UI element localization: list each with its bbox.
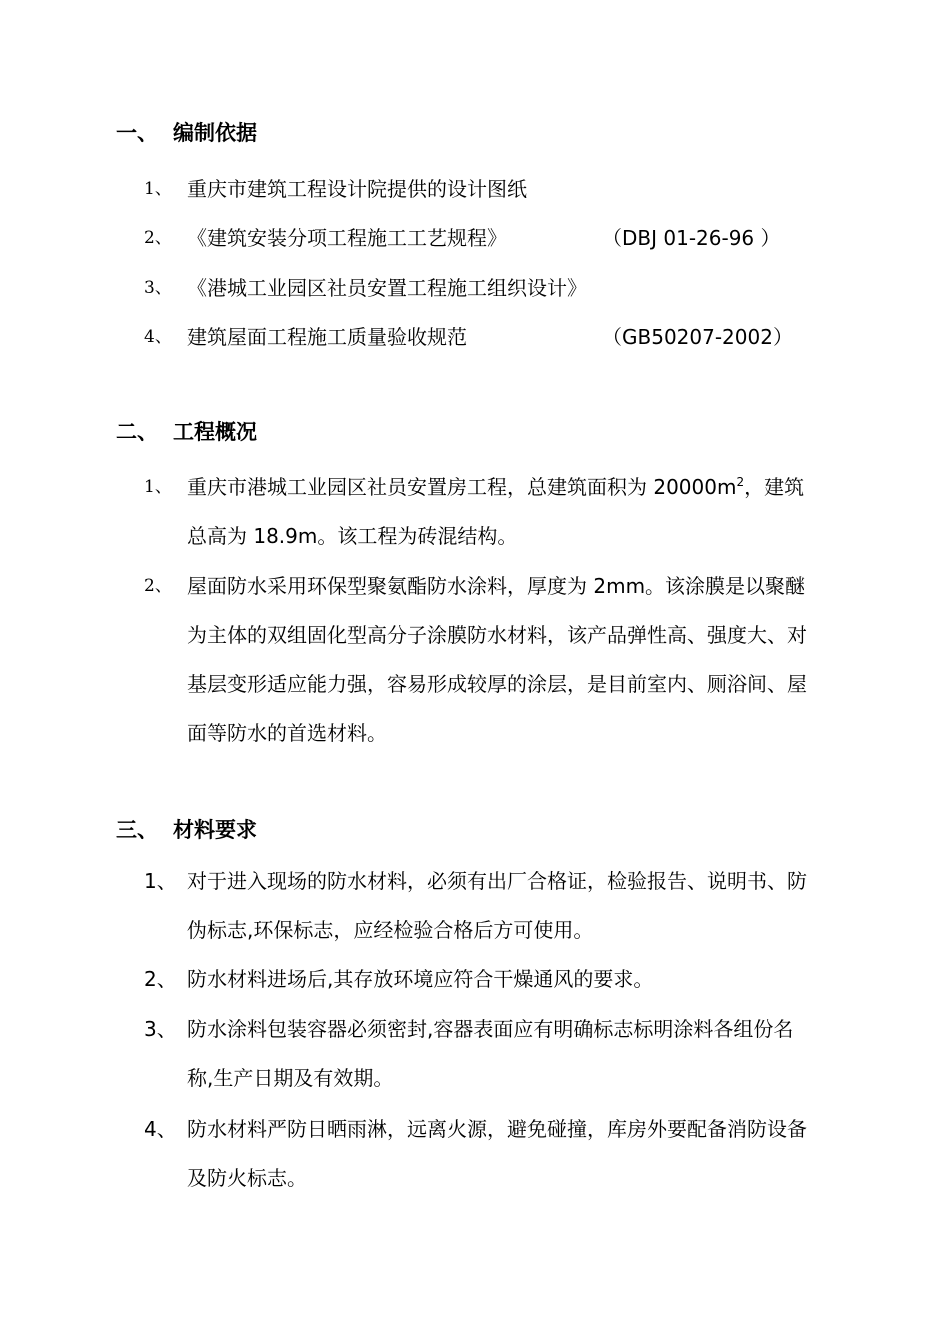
item-number: 3、 [144, 278, 172, 298]
section-number: 三、 [116, 818, 158, 842]
item-number: 1、 [144, 477, 172, 497]
item-reference: （DBJ 01-26-96 ） [602, 226, 781, 250]
item-number: 1、 [144, 869, 177, 893]
item-text: 重庆市建筑工程设计院提供的设计图纸 [187, 177, 527, 201]
superscript: 2 [736, 475, 745, 489]
section-heading-3 [116, 815, 257, 845]
item-text: 《建筑安装分项工程施工工艺规程》 [187, 226, 507, 250]
section-heading-1 [116, 118, 257, 148]
section-number: 一、 [116, 121, 158, 145]
section-title: 工程概况 [173, 420, 257, 444]
item-text: 屋面防水采用环保型聚氨酯防水涂料，厚度为 2mm。该涂膜是以聚醚为主体的双组固化型高分子涂膜防水材料，该产品弹性高、强度大、对基层变形适应能力强，容易形成较厚的涂层，是目前室内、厕浴间、屋面等防水的首选材料。 [187, 574, 807, 745]
item-text: 防水材料严防日晒雨淋，远离火源，避免碰撞，库房外要配备消防设备及防火标志。 [187, 1117, 807, 1190]
item-number: 2、 [144, 228, 172, 248]
item-text [187, 463, 812, 561]
item-reference: （GB50207-2002） [602, 325, 793, 349]
item-text: 对于进入现场的防水材料，必须有出厂合格证，检验报告、说明书、防伪标志,环保标志，应经检验合格后方可使用。 [187, 869, 807, 942]
item-text: 《港城工业园区社员安置工程施工组织设计》 [187, 276, 587, 300]
item-number: 2、 [144, 967, 177, 991]
item-number: 1、 [144, 179, 172, 199]
section-heading-2 [116, 417, 257, 447]
item-text: 建筑屋面工程施工质量验收规范 [187, 325, 467, 349]
section-number: 二、 [116, 420, 158, 444]
section-title: 编制依据 [173, 121, 257, 145]
item-text: 防水材料进场后,其存放环境应符合干燥通风的要求。 [187, 967, 654, 991]
item-text-part: 重庆市港城工业园区社员安置房工程，总建筑面积为 20000m [187, 475, 737, 499]
section-title: 材料要求 [173, 818, 257, 842]
item-text-part: ，建筑总高为 18.9m。该工程为砖混结构。 [187, 475, 805, 548]
item-number: 4、 [144, 1117, 177, 1141]
item-number: 2、 [144, 576, 172, 596]
item-text: 防水涂料包装容器必须密封,容器表面应有明确标志标明涂料各组份名称,生产日期及有效期。 [187, 1017, 794, 1090]
item-number: 3、 [144, 1017, 177, 1041]
item-number: 4、 [144, 327, 172, 347]
